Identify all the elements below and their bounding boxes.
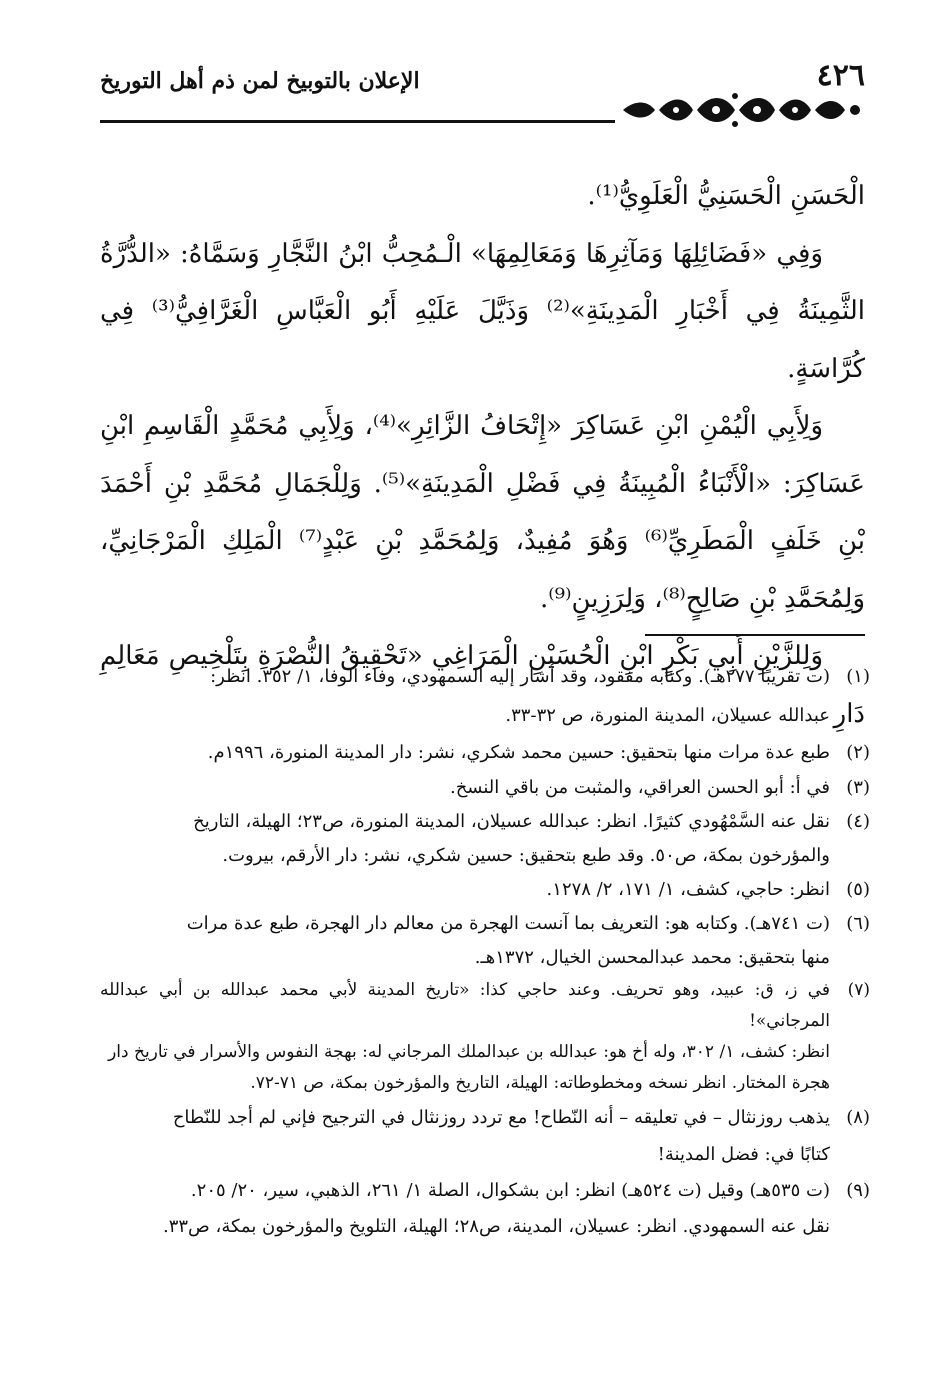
footnote-line: (ت تقريبًا ٢٧٧هـ). وكتابه مفقود، وقد أشار إليه السمهودي، وفاء الوفا، ١/ ٣٥٢. انظر: xyxy=(210,666,830,687)
footnote-number: (٥) xyxy=(846,879,870,900)
footnote-line: في أ: أبو الحسن العراقي، والمثبت من باقي النسخ. xyxy=(449,777,830,798)
footnote-line: يذهب روزنثال – في تعليقه – أنه النّطاح! مع تردد روزنثال في الترجيح فإني لم أجد للنّطاح xyxy=(172,1107,830,1128)
footnote xyxy=(100,975,870,1099)
footnote-line: عبدالله عسيلان، المدينة المنورة، ص ٣٢-٣٣. xyxy=(505,705,830,726)
footnote xyxy=(100,907,870,975)
footnote-line: طبع عدة مرات منها بتحقيق: حسين محمد شكري، نشر: دار المدينة المنورة، ١٩٩٦م. xyxy=(207,742,830,763)
running-title: الإعلان بالتوبيخ لمن ذم أهل التوريخ xyxy=(100,68,420,94)
footnote-number: (٣) xyxy=(846,777,870,798)
footnotes xyxy=(100,657,870,1245)
footnote-number: (٨) xyxy=(846,1107,870,1128)
paragraph: وَلِلزَّيْنِ أَبِي بَكْرٍ ابْنِ الْحُسَيْنِ الْمَرَاغِي «تَحْقِيقُ النُّصْرَةِ بِتَلْخِيصِ مَعَالِمِ دَارِ xyxy=(100,641,865,729)
footnote-line: منها بتحقيق: محمد عبدالمحسن الخيال، ١٣٧٢هـ. xyxy=(474,947,830,968)
footnote-line: نقل عنه السَّمْهُودي كثيرًا. انظر: عبدالله عسيلان، المدينة المنورة، ص٢٣؛ الهيلة، التاريخ xyxy=(193,811,830,832)
paragraph: وَفِي «فَضَائِلِهَا وَمَآثِرِهَا وَمَعَالِمِهَا» الْـمُحِبُّ ابْنُ النَّجَّارِ وَسَمَّاهُ: «الدُّرَّةُ الثَّمِينَةُ فِي أَخْبَارِ الْمَدِينَةِ»⁽²⁾ وَذَيَّلَ عَلَيْهِ أَبُو الْعَبَّاسِ الْغَرَّافِيُّ⁽³⁾ فِي كُرَّاسَةٍ. xyxy=(100,238,866,384)
footnote-line: انظر: حاجي، كشف، ١/ ١٧١، ٢/ ١٢٧٨. xyxy=(546,879,830,900)
footnote-number: (١) xyxy=(846,666,870,687)
paragraph: وَلِأَبِي الْيُمْنِ ابْنِ عَسَاكِرَ «إِتْحَافُ الزَّائِرِ»⁽⁴⁾، وَلِأَبِي مُحَمَّدٍ الْقَاسِمِ ابْنِ عَسَاكِرَ: «الْأَنْبَاءُ الْمُبِينَةُ فِي فَضْلِ الْمَدِينَةِ»⁽⁵⁾. وَلِلْجَمَالِ مُحَمَّدِ بْنِ أَحْمَدَ بْنِ خَلَفٍ الْمَطَرِيِّ⁽⁶⁾ وَهُوَ مُفِيدٌ، وَلِمُحَمَّدِ بْنِ عَبْدٍ⁽⁷⁾ الْمَلِكِ الْمَرْجَانِيِّ، وَلِمُحَمَّدِ بْنِ صَالِحٍ⁽⁸⁾، وَلِرَزِينٍ⁽⁹⁾. xyxy=(100,411,866,614)
footnote-separator xyxy=(645,634,865,636)
page-number: ٤٢٦ xyxy=(816,58,865,93)
footnote-number: (٧) xyxy=(847,980,870,1000)
paragraph: الْحَسَنِ الْحَسَنِيُّ الْعَلَوِيُّ⁽¹⁾. xyxy=(587,181,865,211)
footnote-text xyxy=(100,805,830,873)
footnote-line: والمؤرخون بمكة، ص٥٠. وقد طبع بتحقيق: حسين شكري، نشر: دار الأرقم، بيروت. xyxy=(222,845,830,866)
footnote-text xyxy=(100,1173,830,1245)
header-rule xyxy=(100,120,615,123)
footnote-line: (ت ٧٤١هـ). وكتابه هو: التعريف بما آنست الهجرة من معالم دار الهجرة، طبع عدة مرات xyxy=(186,913,830,934)
footnote xyxy=(100,657,870,735)
footnote-line: هجرة المختار. انظر نسخه ومخطوطاته: الهيلة، التاريخ والمؤرخون بمكة، ص ٧١-٧٢. xyxy=(250,1073,830,1093)
footnote-number: (٦) xyxy=(846,913,870,934)
footnote-line: كتابًا في: فضل المدينة! xyxy=(657,1144,830,1165)
footnote-number: (٩) xyxy=(846,1180,870,1201)
footnote xyxy=(100,1173,870,1245)
footnote-line: نقل عنه السمهودي. انظر: عسيلان، المدينة، ص٢٨؛ الهيلة، التلويخ والمؤرخون بمكة، ص٣٣. xyxy=(162,1216,830,1237)
page-header xyxy=(100,58,865,128)
footnote-text xyxy=(100,907,830,975)
floral-ornament-icon xyxy=(615,92,865,128)
footnote-line: (ت ٥٣٥هـ) وقيل (ت ٥٢٤هـ) انظر: ابن بشكوال، الصلة ١/ ٢٦١، الذهبي، سير، ٢٠/ ٢٠٥. xyxy=(190,1180,830,1201)
footnote xyxy=(100,873,870,907)
footnote-number: (٢) xyxy=(846,742,870,763)
footnote xyxy=(100,735,870,770)
footnote-text xyxy=(100,657,830,735)
footnote-line: انظر: كشف، ١/ ٣٠٢، وله أخ هو: عبدالله بن عبدالملك المرجاني له: بهجة النفوس والأسرار في تاريخ دار xyxy=(108,1042,830,1062)
footnote xyxy=(100,770,870,805)
footnote-text xyxy=(100,975,830,1099)
footnote-line: في ز، ق: عبيد، وهو تحريف. وعند حاجي كذا: «تاريخ المدينة لأبي محمد عبدالله بن أبي عبدالله المرجاني»! xyxy=(100,980,830,1031)
footnote-text xyxy=(100,1099,830,1173)
footnote-number: (٤) xyxy=(846,811,870,832)
footnote xyxy=(100,805,870,873)
footnote xyxy=(100,1099,870,1173)
